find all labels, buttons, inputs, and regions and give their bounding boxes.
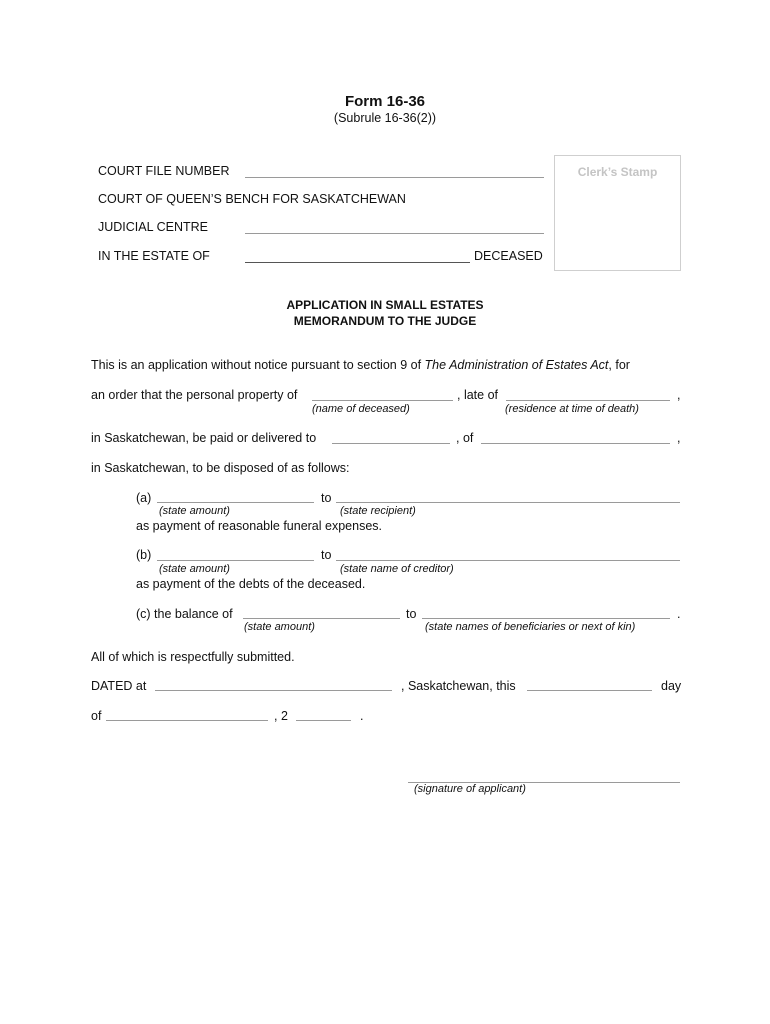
saskatchewan-this-label: , Saskatchewan, this (401, 679, 516, 693)
intro-before: This is an application without notice pursuant to section 9 of (91, 358, 425, 372)
item-c-amount-field[interactable] (243, 618, 400, 619)
clerks-stamp-box (554, 155, 681, 271)
signature-hint: (signature of applicant) (414, 783, 526, 795)
item-c-to: to (406, 607, 417, 621)
day-field[interactable] (527, 690, 652, 691)
document-title-line1: APPLICATION IN SMALL ESTATES (286, 298, 484, 312)
item-b-label: (b) (136, 548, 152, 562)
item-c-beneficiaries-field[interactable] (422, 618, 670, 619)
judicial-centre-label: JUDICIAL CENTRE (98, 220, 208, 234)
hint-b-creditor: (state name of creditor) (340, 563, 454, 575)
item-a-funeral: as payment of reasonable funeral expenses. (136, 519, 382, 533)
dated-at-label: DATED at (91, 679, 147, 693)
document-title-line2: MEMORANDUM TO THE JUDGE (293, 314, 477, 328)
court-file-number-label: COURT FILE NUMBER (98, 164, 230, 178)
deceased-label: DECEASED (474, 249, 543, 263)
item-a-recipient-field[interactable] (336, 502, 680, 503)
hint-a-amount: (state amount) (159, 505, 230, 517)
estate-of-label: IN THE ESTATE OF (98, 249, 210, 263)
judicial-centre-field[interactable] (245, 233, 544, 234)
of-month-label: of (91, 709, 102, 723)
item-b-debts: as payment of the debts of the deceased. (136, 577, 366, 591)
year-field[interactable] (296, 720, 351, 721)
item-b-amount-field[interactable] (157, 560, 314, 561)
submitted-text: All of which is respectfully submitted. (91, 650, 295, 664)
hint-residence: (residence at time of death) (505, 403, 639, 415)
year-period: . (360, 709, 364, 723)
comma-2: , (677, 431, 681, 445)
of-label-1: , of (456, 431, 474, 445)
form-title: Form 16-36 (344, 93, 426, 110)
disposed-text: in Saskatchewan, to be disposed of as follows: (91, 461, 350, 475)
hint-c-beneficiaries: (state names of beneficiaries or next of kin) (425, 621, 636, 633)
hint-b-amount: (state amount) (159, 563, 230, 575)
court-name: COURT OF QUEEN’S BENCH FOR SASKATCHEWAN (98, 192, 406, 206)
paid-prefix: in Saskatchewan, be paid or delivered to (91, 431, 317, 445)
item-a-label: (a) (136, 491, 152, 505)
year-prefix: , 2 (274, 709, 288, 723)
intro-sentence (91, 358, 630, 372)
intro-after: , for (608, 358, 630, 372)
item-a-to: to (321, 491, 332, 505)
day-label: day (661, 679, 682, 693)
name-of-deceased-field[interactable] (312, 400, 453, 401)
item-c-label: (c) the balance of (136, 607, 233, 621)
comma-1: , (677, 388, 681, 402)
residence-field[interactable] (506, 400, 670, 401)
court-file-number-field[interactable] (245, 177, 544, 178)
estate-of-field[interactable] (245, 262, 470, 263)
hint-a-recipient: (state recipient) (340, 505, 416, 517)
recipient-residence-field[interactable] (481, 443, 670, 444)
month-field[interactable] (106, 720, 268, 721)
hint-c-amount: (state amount) (244, 621, 315, 633)
dated-at-field[interactable] (155, 690, 392, 691)
order-prefix: an order that the personal property of (91, 388, 298, 402)
clerks-stamp-label: Clerk’s Stamp (577, 165, 658, 179)
hint-name-of-deceased: (name of deceased) (312, 403, 410, 415)
item-b-to: to (321, 548, 332, 562)
item-a-amount-field[interactable] (157, 502, 314, 503)
item-c-period: . (677, 607, 681, 621)
late-of-label: , late of (457, 388, 498, 402)
recipient-field[interactable] (332, 443, 450, 444)
act-name: The Administration of Estates Act (424, 358, 609, 372)
form-subrule: (Subrule 16-36(2)) (333, 111, 437, 125)
item-b-creditor-field[interactable] (336, 560, 680, 561)
